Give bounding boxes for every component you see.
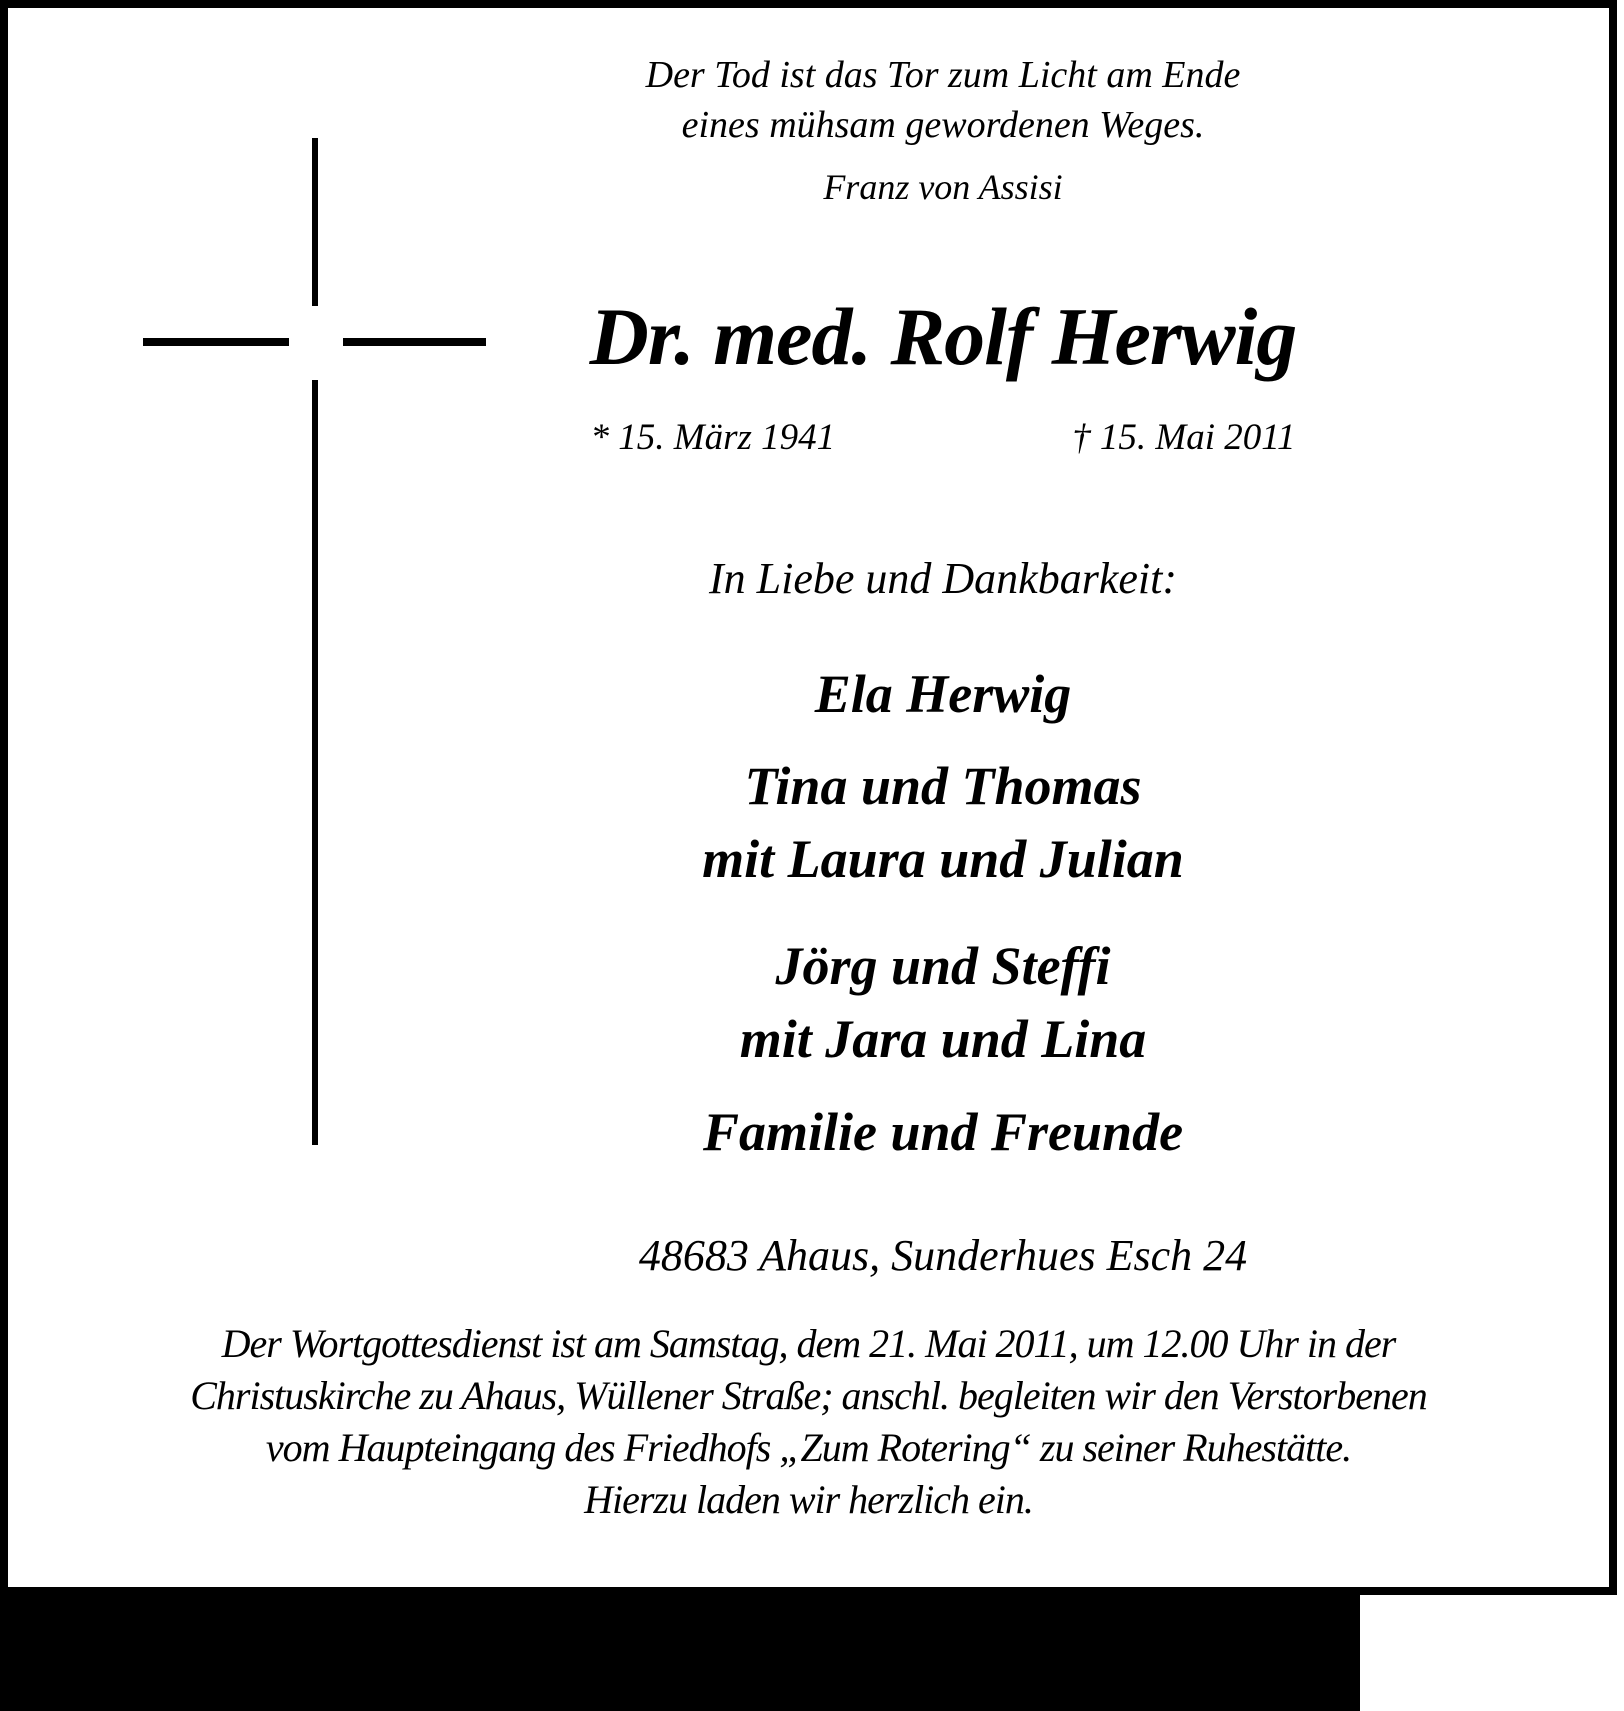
mourner-line: Tina und Thomas	[744, 756, 1142, 816]
mourner-line: Familie und Freunde	[702, 1102, 1184, 1162]
service-info-line-2: Christuskirche zu Ahaus, Wüllener Straße; anschl. begleiten wir den Verstorbenen	[190, 1373, 1427, 1418]
death-date: † 15. Mai 2011	[1072, 417, 1296, 458]
service-info-line-3: vom Haupteingang des Friedhofs „Zum Rotering“ zu seiner Ruhestätte.	[265, 1425, 1352, 1470]
mourner-group	[318, 1096, 1568, 1169]
cross-horizontal-left-segment	[143, 338, 289, 346]
quote-attribution: Franz von Assisi	[823, 167, 1063, 207]
memorial-quote-line-1: Der Tod ist das Tor zum Licht am Ende	[645, 54, 1241, 96]
mourner-line: mit Laura und Julian	[702, 829, 1184, 889]
service-info-line-1: Der Wortgottesdienst ist am Samstag, dem 21. Mai 2011, um 12.00 Uhr in der	[221, 1321, 1396, 1366]
memorial-quote	[318, 50, 1568, 150]
mourner-line: Jörg und Steffi	[775, 936, 1111, 996]
birth-date: * 15. März 1941	[590, 417, 836, 458]
cross-vertical-top-segment	[312, 138, 318, 306]
bottom-black-bar	[0, 1587, 1360, 1711]
service-info	[8, 1318, 1609, 1526]
memorial-quote-line-2: eines mühsam gewordenen Weges.	[681, 104, 1205, 146]
deceased-name: Dr. med. Rolf Herwig	[589, 291, 1297, 382]
intro-line: In Liebe und Dankbarkeit:	[709, 554, 1177, 603]
mourner-line: mit Jara und Lina	[739, 1009, 1147, 1069]
mourner-group	[318, 930, 1568, 1076]
address-line: 48683 Ahaus, Sunderhues Esch 24	[638, 1231, 1248, 1280]
mourner-group	[318, 658, 1568, 731]
service-info-line-4: Hierzu laden wir herzlich ein.	[584, 1477, 1033, 1522]
mourner-line: Ela Herwig	[814, 664, 1072, 724]
mourner-group	[318, 750, 1568, 896]
life-dates	[318, 416, 1568, 459]
